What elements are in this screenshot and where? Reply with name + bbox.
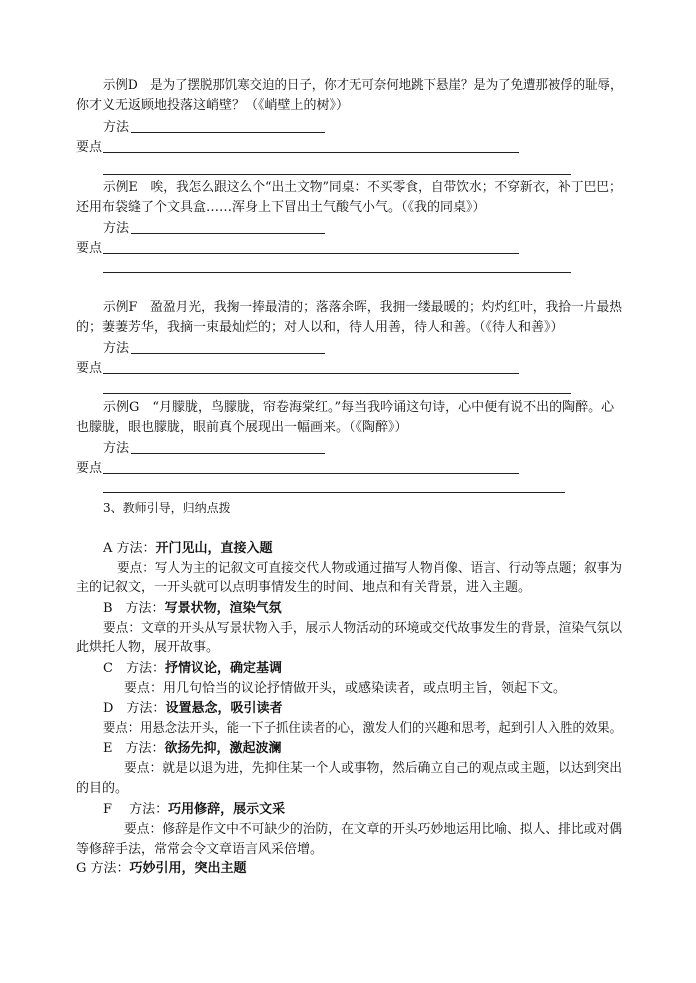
example-f-point-label: 要点 [76,361,103,376]
example-f-method-blank[interactable] [131,353,325,354]
example-d-point-blank-2[interactable] [103,174,571,175]
method-a-point-1: 要点：写人为主的记叙文可直接交代人物或通过描写人物肖像、语言、行动等点题；叙事为 [117,561,623,576]
method-f-label: F 方法： [103,802,169,817]
method-c-title: 抒情议论，确定基调 [164,661,282,676]
method-g-title: 巧妙引用，突出主题 [129,861,247,876]
method-d-heading [103,699,282,718]
method-c-heading [103,659,282,678]
example-d-method-blank[interactable] [131,132,325,133]
example-e-line-2: 还用布袋缝了个文具盒……浑身上下冒出土气酸气小气。（《我的同桌》） [76,200,486,215]
example-e-point-blank[interactable] [103,253,519,254]
method-d-title: 设置悬念，吸引读者 [165,701,283,716]
example-e-method-blank[interactable] [131,233,325,234]
example-g-method-blank[interactable] [131,453,325,454]
example-g-point-label: 要点 [76,461,103,476]
example-f-point-blank[interactable] [103,373,519,374]
example-d-line-2: 你才义无返顾地投落这峭壁？（《峭壁上的树》） [76,98,350,113]
example-f-line-1: 示例F 盈盈月光，我掬一捧最清的；落落余晖，我拥一缕最暖的；灼灼红叶，我拾一片最热 [103,300,623,315]
method-b-title: 写景状物，渲染气氛 [164,601,282,616]
method-a-label: A 方法： [103,541,156,556]
example-f-point-blank-2[interactable] [103,393,571,394]
example-e-method-label: 方法 [103,221,130,236]
method-e-point-2: 的目的。 [76,781,129,796]
example-d-line-1: 示例D 是为了摆脱那饥寒交迫的日子，你才无可奈何地跳下悬崖？是为了免遭那被俘的耻辱， [103,78,623,93]
method-e-point-1: 要点：就是以退为进，先抑住某一个人或事物，然后确立自己的观点或主题，以达到突出 [124,761,622,776]
example-g-line-2: 也朦胧，眼也朦胧，眼前真个展现出一幅画来。（《陶醉》） [76,420,408,435]
example-g-point-blank[interactable] [103,473,519,474]
method-b-heading [103,599,282,618]
method-g-label: G 方法： [76,861,130,876]
method-d-label: D 方法： [103,701,166,716]
method-b-label: B 方法： [103,601,165,616]
method-f-title: 巧用修辞，展示文采 [168,802,286,817]
method-c-point-1: 要点：用几句恰当的议论抒情做开头，或感染读者，或点明主旨，领起下文。 [124,681,567,696]
method-f-point-1: 要点：修辞是作文中不可缺少的治防，在文章的开头巧妙地运用比喻、拟人、排比或对偶 [124,822,622,837]
example-g-point-blank-2[interactable] [103,492,565,493]
method-d-point-1: 要点：用悬念法开头，能一下子抓住读者的心，激发人们的兴趣和思考，起到引人入胜的效果。 [103,721,622,736]
method-a-point-2: 主的记叙文，一开头就可以点明事情发生的时间、地点和有关背景，进入主题。 [76,580,532,595]
example-g-method-label: 方法 [103,441,130,456]
example-f-method-label: 方法 [103,341,130,356]
example-g-line-1: 示例G “月朦胧，鸟朦胧，帘卷海棠红。”每当我吟诵这句诗，心中便有说不出的陶醉。心 [103,400,615,415]
method-f-point-2: 等修辞手法，常常会令文章语言风采倍增。 [76,842,324,857]
method-b-point-1: 要点：文章的开头从写景状物入手，展示人物活动的环境或交代故事发生的背景，渲染气氛以 [103,621,622,636]
example-e-point-blank-2[interactable] [103,272,571,273]
method-a-heading [103,539,273,558]
example-e-point-label: 要点 [76,241,103,256]
method-c-label: C 方法： [103,661,165,676]
method-b-point-2: 此烘托人物，展开故事。 [76,640,220,655]
example-d-method-label: 方法 [103,120,130,135]
method-e-heading [103,739,282,758]
method-e-label: E 方法： [103,741,165,756]
method-e-title: 欲扬先抑，激起波澜 [164,741,282,756]
section-3-heading: 3、教师引导，归纳点拨 [103,501,231,515]
example-f-line-2: 的；萋萋芳华，我摘一束最灿烂的；对人以和，待人用善，待人和善。（《待人和善》） [76,320,564,335]
example-e-line-1: 示例E 唉，我怎么跟这么个“出土文物”同桌：不买零食，自带饮水；不穿新衣，补丁巴巴； [103,180,622,195]
example-d-point-blank[interactable] [103,152,519,153]
method-a-title: 开门见山，直接入题 [155,541,273,556]
method-g-heading [76,859,247,878]
method-f-heading [103,800,285,819]
example-d-point-label: 要点 [76,140,103,155]
